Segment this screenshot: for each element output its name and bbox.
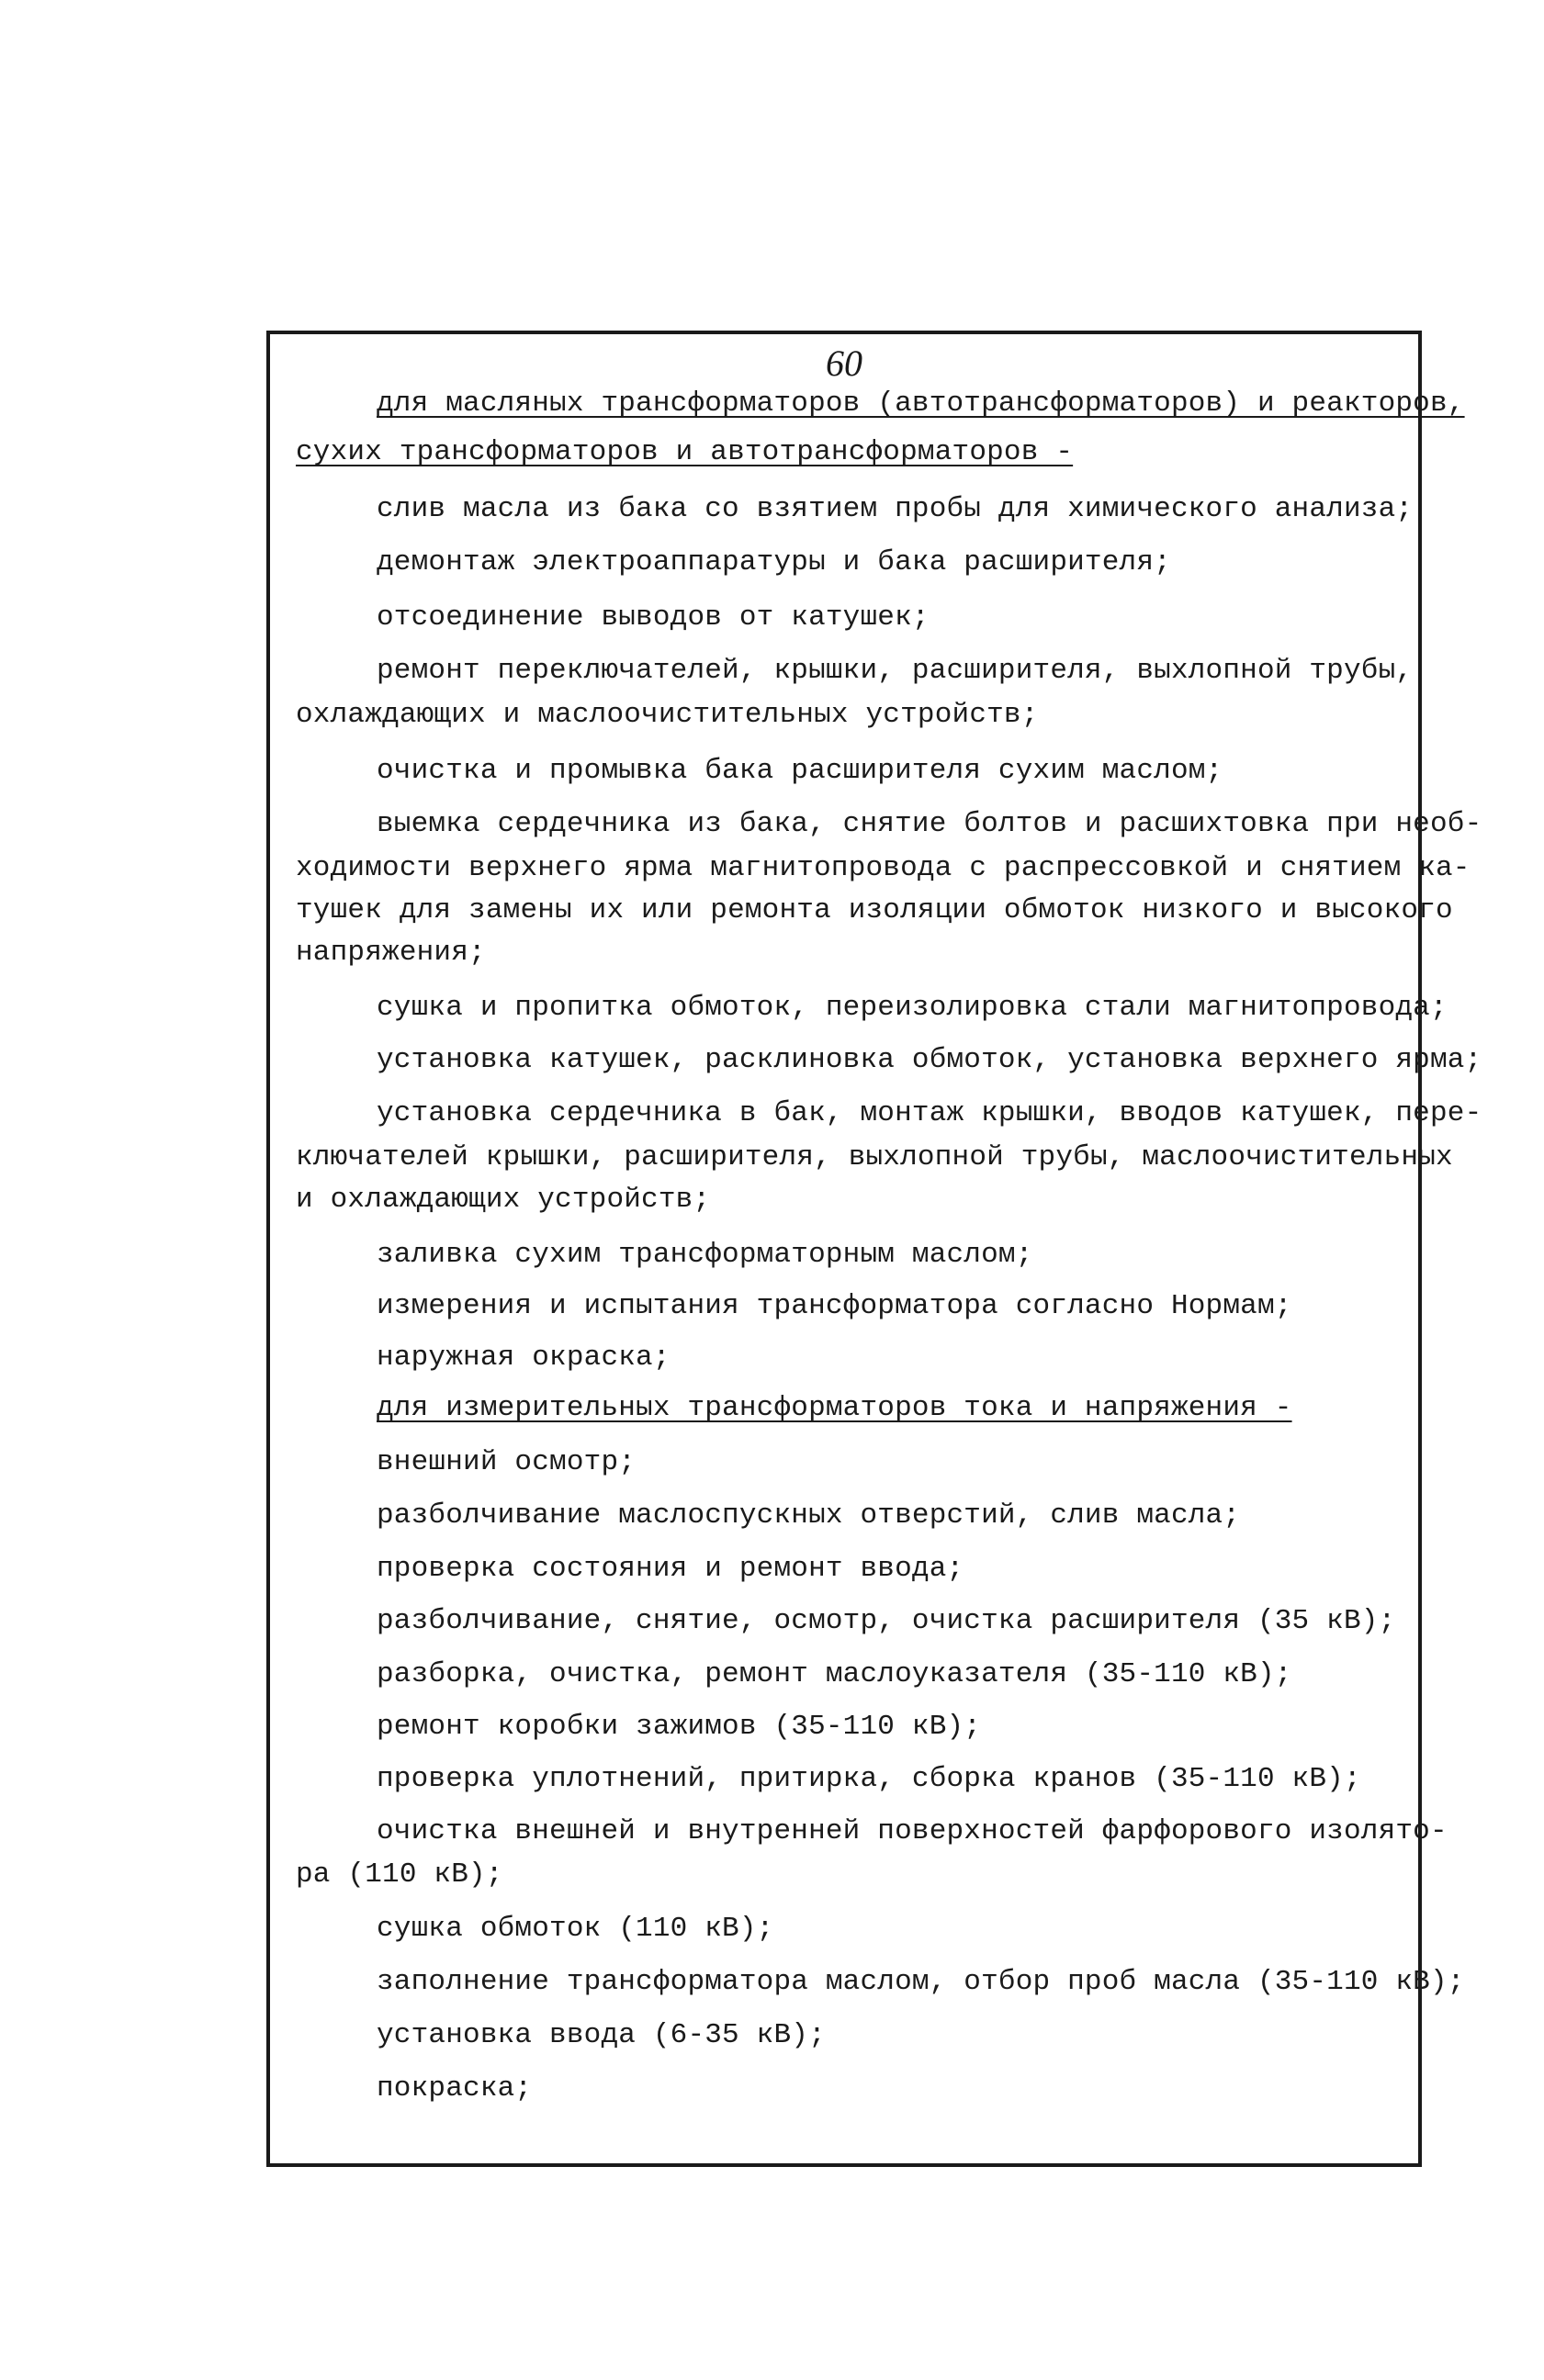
page-number: 60 [826,342,862,384]
list-item: проверка уплотнений, притирка, сборка кранов (35-110 кВ); [377,1763,1361,1795]
list-item-cont: охлаждающих и маслоочистительных устройств; [296,699,1039,731]
list-item-cont: ходимости верхнего ярма магнитопровода с распрессовкой и снятием ка- [296,852,1471,884]
section-heading-oil-transformers: для масляных трансформаторов (автотрансформаторов) и реакторов, [377,387,1465,420]
list-item: установка катушек, расклиновка обмоток, установка верхнего ярма; [377,1044,1482,1076]
list-item: отсоединение выводов от катушек; [377,601,930,634]
list-item: установка ввода (6-35 кВ); [377,2019,826,2051]
list-item-cont: ра (110 кВ); [296,1858,503,1891]
list-item: демонтаж электроаппаратуры и бака расширителя; [377,546,1171,578]
list-item: внешний осмотр; [377,1446,637,1478]
list-item: разболчивание, снятие, осмотр, очистка расширителя (35 кВ); [377,1605,1396,1637]
list-item-cont: напряжения; [296,937,486,969]
list-item: заполнение трансформатора маслом, отбор проб масла (35-110 кВ); [377,1966,1465,1998]
section-heading-oil-transformers-cont: сухих трансформаторов и автотрансформаторов - [296,436,1074,468]
list-item: ремонт коробки зажимов (35-110 кВ); [377,1711,982,1743]
list-item-cont: и охлаждающих устройств; [296,1184,711,1216]
list-item: покраска; [377,2072,533,2105]
list-item: заливка сухим трансформаторным маслом; [377,1239,1033,1271]
list-item: наружная окраска; [377,1342,671,1374]
list-item-cont: ключателей крышки, расширителя, выхлопной трубы, маслоочистительных [296,1141,1453,1173]
list-item: сушка и пропитка обмоток, переизолировка стали магнитопровода; [377,992,1448,1024]
list-item: очистка внешней и внутренней поверхностей фарфорового изолято- [377,1815,1448,1847]
list-item: ремонт переключателей, крышки, расширителя, выхлопной трубы, [377,655,1414,687]
list-item: сушка обмоток (110 кВ); [377,1913,774,1945]
list-item: слив масла из бака со взятием пробы для химического анализа; [377,493,1414,525]
list-item: установка сердечника в бак, монтаж крышки, вводов катушек, пере- [377,1097,1482,1129]
section-heading-instrument-transformers: для измерительных трансформаторов тока и напряжения - [377,1392,1292,1424]
list-item-cont: тушек для замены их или ремонта изоляции обмоток низкого и высокого [296,894,1453,926]
list-item: измерения и испытания трансформатора согласно Нормам; [377,1290,1292,1322]
list-item: разболчивание маслоспускных отверстий, слив масла; [377,1499,1241,1532]
list-item: выемка сердечника из бака, снятие болтов и расшихтовка при необ- [377,808,1482,840]
list-item: очистка и промывка бака расширителя сухим маслом; [377,755,1223,787]
list-item: разборка, очистка, ремонт маслоуказателя (35-110 кВ); [377,1658,1292,1690]
list-item: проверка состояния и ремонт ввода; [377,1553,964,1585]
